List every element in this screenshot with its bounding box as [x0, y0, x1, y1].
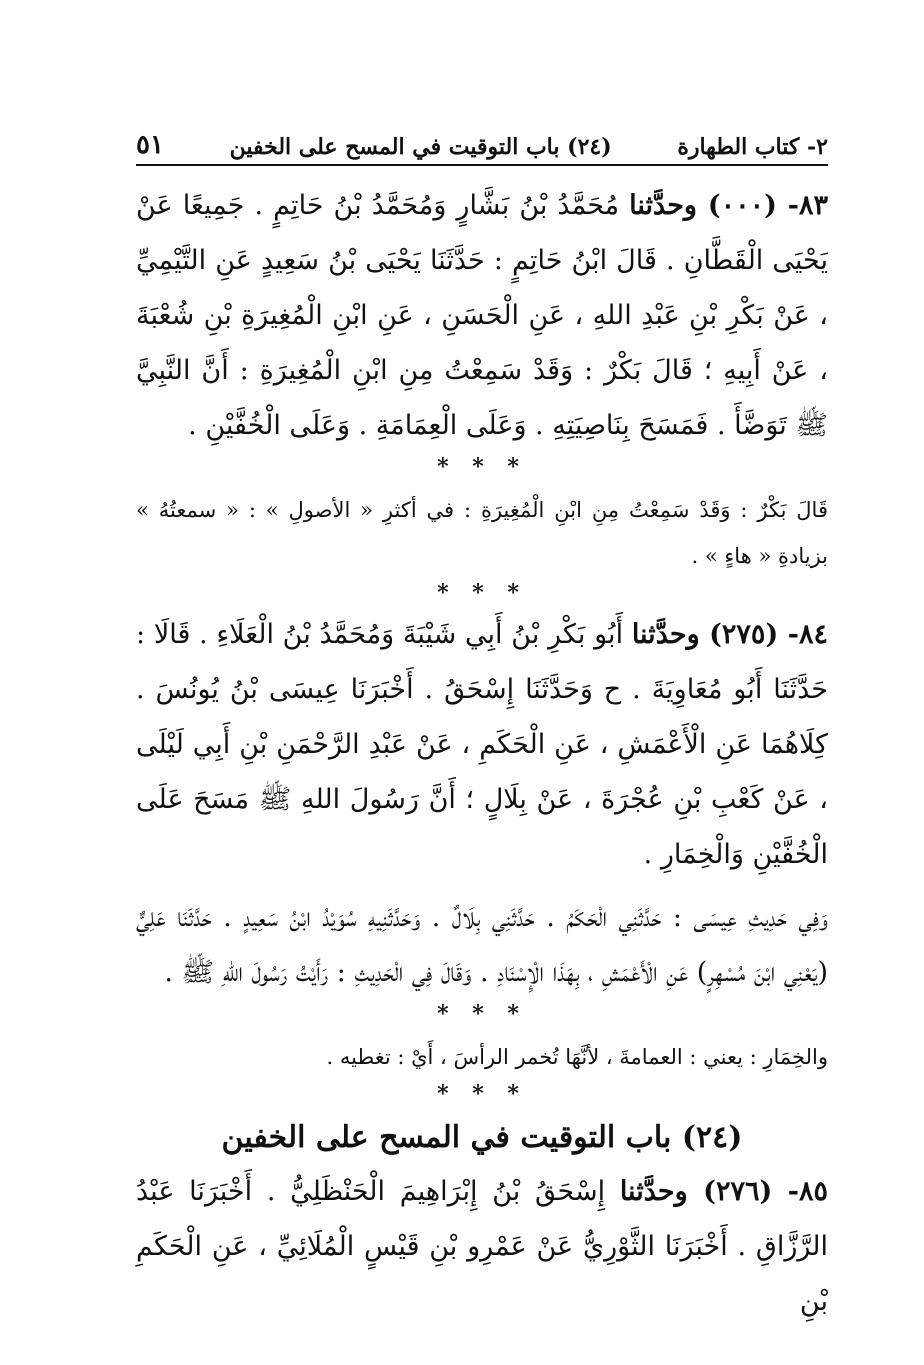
header-rule: [136, 164, 828, 166]
page-number: ٥١: [136, 130, 164, 160]
separator-stars: * * *: [437, 1001, 527, 1027]
hadith-85-paragraph: [136, 1164, 828, 1329]
running-header: [136, 116, 828, 160]
separator-stars: * * *: [437, 454, 527, 480]
chapter-heading: (٢٤) باب التوقيت في المسح على الخفين: [221, 1120, 743, 1155]
hadith-84-paragraph-2: وَفِي حَدِيثِ عِيسَى : حَدَّثَنِي الْحَكَمُ . حَدَّثَنِي بِلَالٌ . وَحَدَّثَنِيهِ سُوَيْدُ ابْنُ سَعِيدٍ . حَدَّثَنَا عَلِيٌّ (يَعْنِي ابْنَ مُسْهِرٍ) عَنِ الْأَعْمَشِ ، بِهَذَا الْإِسْنَادِ . وَقَالَ فِي الْحَدِيثِ : رَأَيْتُ رَسُولَ اللهِ ﷺ .: [136, 902, 828, 988]
page-content: [136, 178, 828, 1329]
hadith-85: [136, 1164, 828, 1329]
hadith-84-text: أَبُو بَكْرِ بْنُ أَبِي شَيْبَةَ وَمُحَمَّدُ بْنُ الْعَلَاءِ . قَالَا : حَدَّثَنَا أَبُو مُعَاوِيَةَ . ح وَحَدَّثَنَا إِسْحَقُ . أَخْبَرَنَا عِيسَى بْنُ يُونُسَ . كِلَاهُمَا عَنِ الْأَعْمَشِ ، عَنِ الْحَكَمِ ، عَنْ عَبْدِ الرَّحْمَنِ بْنِ أَبِي لَيْلَى ، عَنْ كَعْبِ بْنِ عُجْرَةَ ، عَنْ بِلَالٍ ؛ أَنَّ رَسُولَ اللهِ ﷺ مَسَحَ عَلَى الْخُفَّيْنِ وَالْخِمَارِ .: [136, 619, 828, 870]
separator-stars: * * *: [437, 580, 527, 606]
separator-stars: * * *: [437, 1081, 527, 1107]
hadith-85-text: إِسْحَقُ بْنُ إِبْرَاهِيمَ الْحَنْظَلِيُّ . أَخْبَرَنَا عَبْدُ الرَّزَّاقِ . أَخْبَرَنَا الثَّوْرِيُّ عَنْ عَمْرِو بْنِ قَيْسٍ الْمُلَائِيِّ ، عَنِ الْحَكَمِ بْنِ: [136, 1176, 828, 1317]
section-title: (٢٤) باب التوقيت في المسح على الخفين: [229, 134, 612, 160]
hadith-84-number: ٨٤- (٢٧٥) وحدَّثنا: [631, 619, 828, 650]
hadith-85-number: ٨٥- (٢٧٦) وحدَّثنا: [619, 1176, 828, 1207]
hadith-83-paragraph: [136, 178, 828, 453]
book-chapter-title: ٢- كتاب الطهارة: [677, 134, 828, 160]
hadith-84: [136, 607, 828, 1000]
hadith-83: [136, 178, 828, 453]
commentary-note-2: والخِمَارِ : يعني : العمامةَ ، لأنَّهَا تُخمر الرأسَ ، أَيْ : تغطيه .: [326, 1045, 828, 1069]
hadith-83-text: مُحَمَّدُ بْنُ بَشَّارٍ وَمُحَمَّدُ بْنُ حَاتِمٍ . جَمِيعًا عَنْ يَحْيَى الْقَطَّانِ . قَالَ ابْنُ حَاتِمٍ : حَدَّثَنَا يَحْيَى بْنُ سَعِيدٍ عَنِ التَّيْمِيِّ ، عَنْ بَكْرِ بْنِ عَبْدِ اللهِ ، عَنِ الْحَسَنِ ، عَنِ ابْنِ الْمُغِيرَةِ بْنِ شُعْبَةَ ، عَنْ أَبِيهِ ؛ قَالَ بَكْرٌ : وَقَدْ سَمِعْتُ مِنِ ابْنِ الْمُغِيرَةِ : أَنَّ النَّبِيَّ ﷺ تَوَضَّأَ . فَمَسَحَ بِنَاصِيَتِهِ . وَعَلَى الْعِمَامَةِ . وَعَلَى الْخُفَّيْنِ .: [136, 190, 828, 441]
hadith-83-number: ٨٣- (٠٠٠) وحدَّثنا: [629, 190, 828, 221]
hadith-84-paragraph: [136, 607, 828, 882]
commentary-note-1: قَالَ بَكْرٌ : وَقَدْ سَمِعْتُ مِنِ ابْنِ الْمُغِيرَةِ : في أكثرِ « الأصولِ » : « سمعتُهُ » بزيادةِ « هاءٍ » .: [136, 498, 828, 568]
